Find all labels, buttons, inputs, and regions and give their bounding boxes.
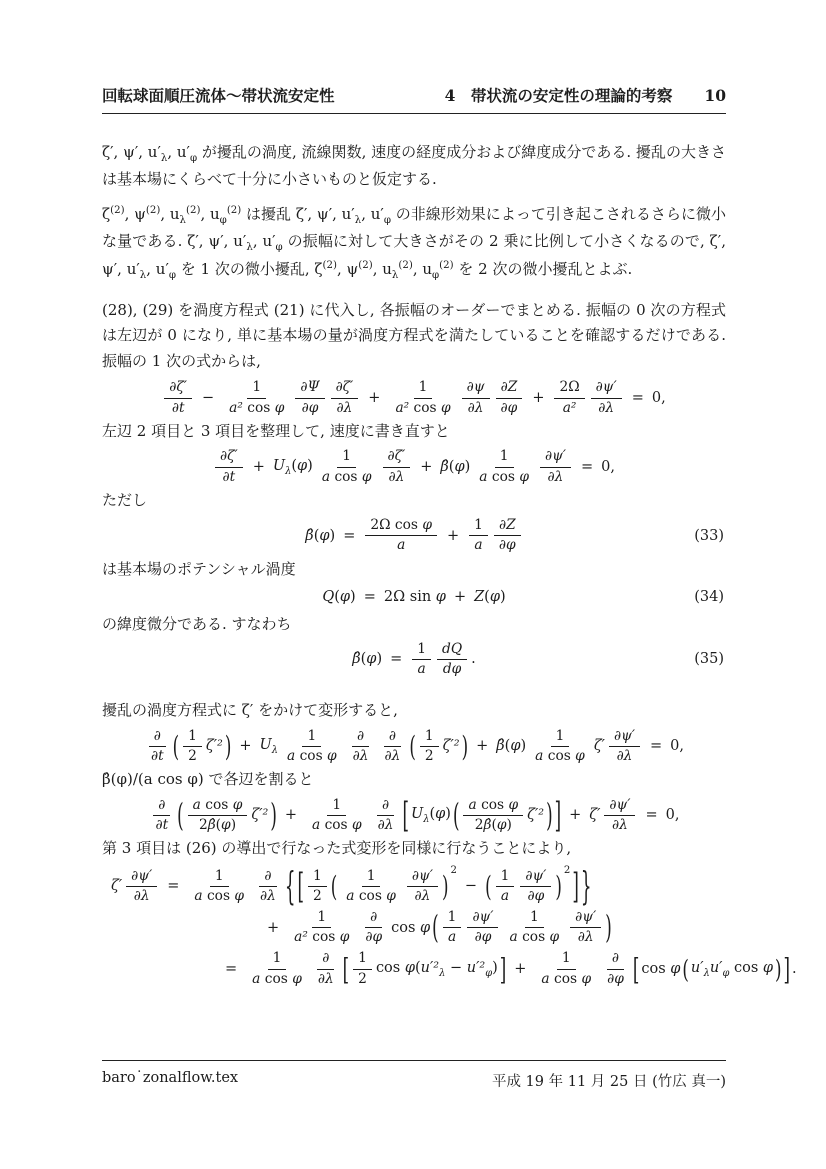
text-multiply-zeta: 擾乱の渦度方程式に ζ′ をかけて変形すると, (102, 701, 398, 720)
text-potential-vorticity: は基本場のポテンシャル渦度 (102, 559, 296, 578)
paragraph-substitution: (28), (29) を渦度方程式 (21) に代入し, 各振幅のオーダーでまとめる. 振幅の 0 次の方程式は左辺が 0 になり, 単に基本場の量が渦度方程式を満たしていることを確認するだけである. 振幅の 1 次の式からは, (102, 300, 726, 370)
equation-33-row (102, 517, 726, 554)
equation-enstrophy: $\frac{\partial}{\partial t}$ ( $\frac{1}{2}$ ζ′² ) + $U_\lambda$ $\frac{1}{\text{a cos φ}}$ $\frac{\partial}{\partial\lambda}$ $\frac{\partial}{\partial\lambda}$ ( $\frac{1}{2}$ ζ′² ) + β̂(φ) $\frac{1}{\text{a cos φ}}$ ζ′ $\frac{\partial\psi'}{\partial\lambda}$ = 0, (102, 728, 726, 765)
equation-third-term-line3: = $\frac{1}{\text{a cos φ}}$ $\frac{\partial}{\partial\lambda}$ [ $\frac{1}{2}$ $\cos \varphi(u'^2_\lambda - u'^2_\varphi)$ ] + $\frac{1}{\text{a cos φ}}$ $\frac{\partial}{\partial\varphi}$ [ cos φ ( $u'_\lambda u'_\varphi$ cos φ ) ] . (225, 950, 797, 987)
paragraph-perturbation-definition: ζ′, ψ′, $u'_\lambda$, $u'_\varphi$ が擾乱の渦度, 流線関数, 速度の経度成分および緯度成分である. 擾乱の大きさは基本場にくらべて十分に小さいものと仮定する. (102, 143, 726, 189)
equation-velocity-form: $\frac{\partial\zeta'}{\partial t}$ + $U_\lambda(\varphi)$ $\frac{1}{\text{a cos φ}}$ $\frac{\partial\zeta'}{\partial\lambda}$ + β̂(φ) $\frac{1}{\text{a cos φ}}$ $\frac{\partial\psi'}{\partial\lambda}$ = 0, (102, 448, 726, 485)
equation-34-potential-vorticity: Q(φ) = 2Ω sin φ + Z(φ) (322, 589, 506, 606)
equation-divided-form: $\frac{\partial}{\partial t}$ ( $\frac{\text{a cos φ}}{2\betâ(\varphi)}$ ζ′² ) + $\frac{1}{\text{a cos φ}}$ $\frac{\partial}{\partial\lambda}$ [ $U_\lambda(\varphi)$ ( $\frac{\text{a cos φ}}{2\betâ(\varphi)}$ ζ′² ) ] + ζ′ $\frac{\partial\psi'}{\partial\lambda}$ = 0, (102, 797, 726, 834)
equation-third-term-line2: + $\frac{1}{\text{a² cos φ}}$ $\frac{\partial}{\partial\varphi}$ cos φ ( $\frac{1}{a}$ $\frac{\partial\psi'}{\partial\varphi}$ $\frac{1}{\text{a cos φ}}$ $\frac{\partial\psi'}{\partial\lambda}$ ) (267, 908, 612, 946)
equation-first-order-vorticity: $\frac{\partial\zeta'}{\partial t}$ − $\frac{1}{\text{a² cos φ}}$ $\frac{\partial\Psi}{\partial\varphi}$ $\frac{\partial\zeta'}{\partial\lambda}$ + $\frac{1}{\text{a² cos φ}}$ $\frac{\partial\psi}{\partial\lambda}$ $\frac{\partial Z}{\partial\varphi}$ + $\frac{2\Omega}{\text{a²}}$ $\frac{\partial\psi'}{\partial\lambda}$ = 0, (102, 379, 726, 416)
footer-filename: baro˙zonalflow.tex (102, 1070, 239, 1086)
page-footer (102, 1060, 726, 1091)
text-where: ただし (102, 490, 148, 509)
equation-33-number: (33) (694, 527, 724, 544)
header-running-title: 回転球面順圧流体〜帯状流安定性 (102, 86, 335, 105)
page-number: 10 (704, 86, 726, 105)
equation-35-number: (35) (694, 651, 724, 668)
text-third-term: 第 3 項目は (26) の導出で行なった式変形を同様に行なうことにより, (102, 839, 572, 857)
equation-35-row (102, 641, 726, 678)
equation-33-beta-hat: β̂(φ) = $\frac{\text{2Ω cos φ}}{a}$ + $\frac{1}{a}$ $\frac{\partial Z}{\partial\varphi}$ (102, 517, 726, 554)
equation-34-number: (34) (694, 589, 724, 606)
text-divide-beta: β̂(φ)/(a cos φ) で各辺を割ると (102, 770, 314, 789)
equation-third-term-line1: ζ′ $\frac{\partial\psi'}{\partial\lambda}$ = $\frac{1}{\text{a cos φ}}$ $\frac{\partial}{\partial\lambda}$ { [ $\frac{1}{2}$ ( $\frac{1}{\text{a cos φ}}$ $\frac{\partial\psi'}{\partial\lambda}$ ) 2 − ( $\frac{1}{a}$ $\frac{\partial\psi'}{\partial\varphi}$ ) 2 ] } (111, 864, 592, 909)
paragraph-second-order-definition: $\zeta^{(2)}$, $\psi^{(2)}$, $u_\lambda^{(2)}$, $u_\varphi^{(2)}$ は擾乱 ζ′, ψ′, $u'_\lambda$, $u'_\varphi$ の非線形効果によって引き起こされるさらに微小な量である. ζ′, ψ′, $u'_\lambda$, $u'_\varphi$ の振幅に対して大きさがその 2 乗に比例して小さくなるので, ζ′, ψ′, $u'_\lambda$, $u'_\varphi$ を 1 次の微小擾乱, $\zeta^{(2)}$, $\psi^{(2)}$, $u_\lambda^{(2)}$, $u_\varphi^{(2)}$ を 2 次の微小擾乱とよぶ. (102, 204, 726, 281)
page-header (102, 84, 726, 114)
equation-34-row (102, 589, 726, 605)
footer-date-author: 平成 19 年 11 月 25 日 (竹広 真一) (491, 1074, 726, 1090)
text-latitudinal-derivative: の緯度微分である. すなわち (102, 615, 292, 634)
header-section-title: 4 帯状流の安定性の理論的考察 (444, 86, 673, 105)
equation-35-beta-dq: β̂(φ) = $\frac{1}{a}$ $\frac{dQ}{d\varphi}$ . (352, 640, 476, 677)
text-rewrite-velocity: 左辺 2 項目と 3 項目を整理して, 速度に書き直すと (102, 421, 450, 440)
